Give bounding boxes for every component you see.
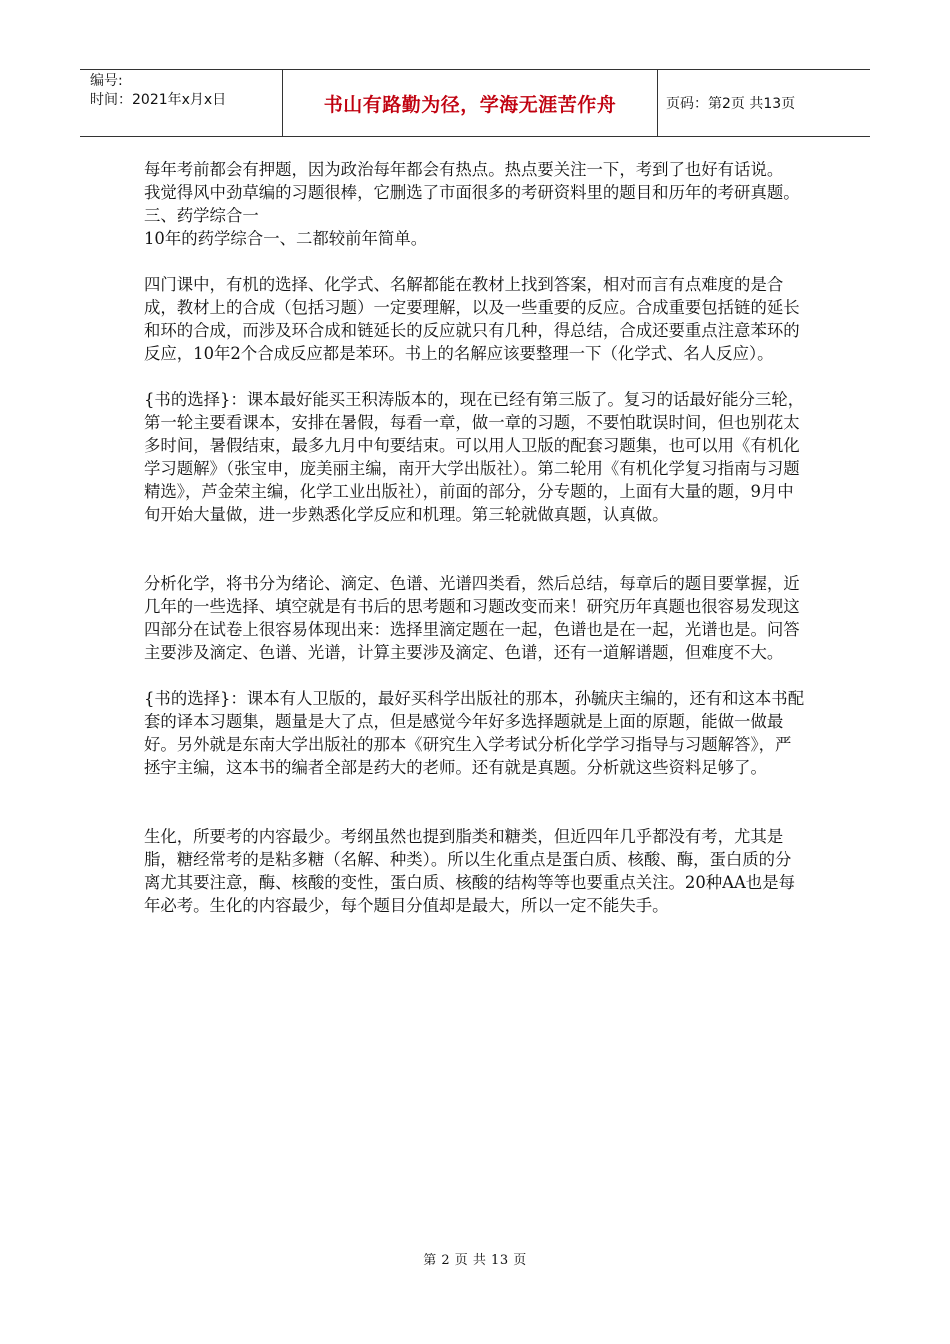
paragraph-spacer bbox=[144, 365, 806, 388]
document-date-label: 时间：2021年x月x日 bbox=[90, 92, 227, 108]
paragraph-spacer bbox=[144, 250, 806, 273]
body-paragraph: 四门课中，有机的选择、化学式、名解都能在教材上找到答案，相对而言有点难度的是合成，教材上的合成（包括习题）一定要理解，以及一些重要的反应。合成重要包括链的延长和环的合成，而涉及环合成和链延长的反应就只有几种，得总结，合成还要重点注意苯环的反应，10年2个合成反应都是苯环。书上的名解应该要整理一下（化学式、名人反应）。 bbox=[144, 275, 800, 363]
body-paragraph: 分析化学，将书分为绪论、滴定、色谱、光谱四类看，然后总结，每章后的题目要掌握，近几年的一些选择、填空就是有书后的思考题和习题改变而来！研究历年真题也很容易发现这四部分在试卷上很容易体现出来：选择里滴定题在一起，色谱也是在一起，光谱也是。问答主要涉及滴定、色谱、光谱，计算主要涉及滴定、色谱，还有一道解谱题，但难度不大。 bbox=[144, 574, 800, 662]
header-motto: 书山有路勤为径，学海无涯苦作舟 bbox=[283, 70, 658, 136]
body-paragraph: {书的选择}：课本最好能买王积涛版本的，现在已经有第三版了。复习的话最好能分三轮，第一轮主要看课本，安排在暑假，每看一章，做一章的习题，不要怕耽误时间，但也别花太多时间，暑假结束，最多九月中旬要结束。可以用人卫版的配套习题集，也可以用《有机化学习题解》（张宝申，庞美丽主编，南开大学出版社）。第二轮用《有机化学复习指南与习题精选》，芦金荣主编，化学工业出版社），前面的部分，分专题的，上面有大量的题，9月中旬开始大量做，进一步熟悉化学反应和机理。第三轮就做真题，认真做。 bbox=[144, 390, 805, 524]
section-heading: 三、药学综合一 bbox=[144, 206, 259, 225]
page-footer: 第 2 页 共 13 页 bbox=[423, 1253, 527, 1268]
body-paragraph: {书的选择}：课本有人卫版的，最好买科学出版社的那本，孙毓庆主编的，还有和这本书配套的译本习题集，题量是大了点，但是感觉今年好多选择题就是上面的原题，能做一做最好。另外就是东南大学出版社的那本《研究生入学考试分析化学学习指导与习题解答》，严拯宇主编，这本书的编者全部是药大的老师。还有就是真题。分析就这些资料足够了。 bbox=[144, 689, 805, 777]
body-paragraph: 10年的药学综合一、二都较前年简单。 bbox=[144, 229, 428, 248]
document-number-label: 编号: bbox=[90, 73, 123, 89]
body-paragraph: 生化，所要考的内容最少。考纲虽然也提到脂类和糖类，但近四年几乎都没有考，尤其是脂，糖经常考的是粘多糖（名解、种类）。所以生化重点是蛋白质、核酸、酶，蛋白质的分离尤其要注意，酶、核酸的变性，蛋白质、核酸的结构等等也要重点关注。20种AA也是每年必考。生化的内容最少，每个题目分值却是最大，所以一定不能失手。 bbox=[144, 827, 795, 915]
paragraph-spacer bbox=[144, 526, 806, 572]
page-header bbox=[80, 69, 870, 137]
body-paragraph: 我觉得风中劲草编的习题很棒，它删选了市面很多的考研资料里的题目和历年的考研真题。 bbox=[144, 183, 800, 202]
paragraph-spacer bbox=[144, 779, 806, 825]
header-meta-cell bbox=[80, 70, 283, 136]
body-paragraph: 每年考前都会有押题，因为政治每年都会有热点。热点要关注一下，考到了也好有话说。 bbox=[144, 160, 784, 179]
header-page-info: 页码：第2页 共13页 bbox=[666, 96, 796, 112]
document-body bbox=[144, 158, 806, 917]
paragraph-spacer bbox=[144, 664, 806, 687]
